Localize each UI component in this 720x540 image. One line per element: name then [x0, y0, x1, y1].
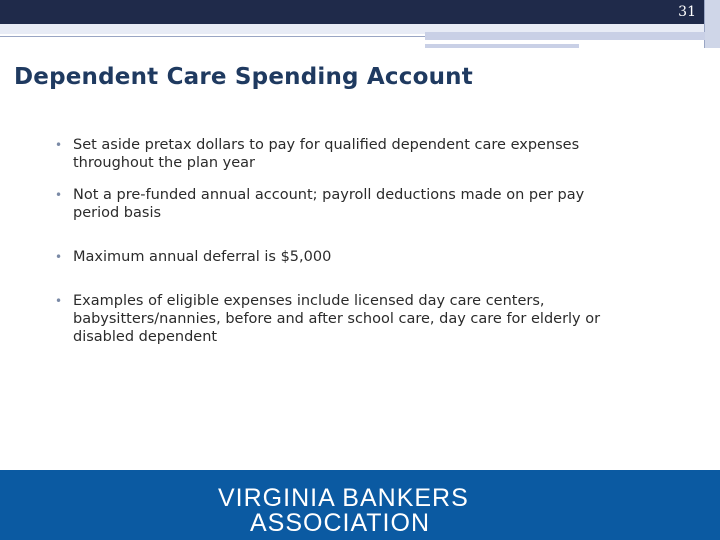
bullet-text: Examples of eligible expenses include licensed day care centers, babysitters/nannies, before and after school care, day care for elderly or disabled dependent — [73, 293, 601, 345]
bullet-list — [55, 136, 635, 360]
bullet-item — [55, 248, 635, 266]
logo-line-1: VIRGINIA BANKERS — [218, 484, 469, 512]
slide-title: Dependent Care Spending Account — [14, 64, 473, 90]
logo-line-2: ASSOCIATION — [250, 509, 431, 537]
bullet-text: Set aside pretax dollars to pay for qualified dependent care expenses throughout the plan year — [73, 137, 580, 171]
bullet-item — [55, 186, 635, 222]
header-corner-decoration — [704, 0, 720, 48]
bullet-dot-icon: • — [55, 138, 63, 152]
bullet-item — [55, 136, 635, 172]
bullet-dot-icon: • — [55, 250, 63, 264]
footer-band — [0, 470, 720, 540]
bullet-dot-icon: • — [55, 188, 63, 202]
bullet-item — [55, 292, 635, 346]
header-accent-stripe — [425, 32, 705, 40]
header-accent-stripe-short — [425, 44, 579, 48]
page-number: 31 — [678, 4, 696, 20]
virginia-bankers-association-logo — [210, 475, 510, 535]
header-band — [0, 0, 720, 24]
bullet-text: Not a pre-funded annual account; payroll deductions made on per pay period basis — [73, 187, 585, 221]
bullet-dot-icon: • — [55, 294, 63, 308]
bullet-text: Maximum annual deferral is $5,000 — [73, 249, 332, 265]
